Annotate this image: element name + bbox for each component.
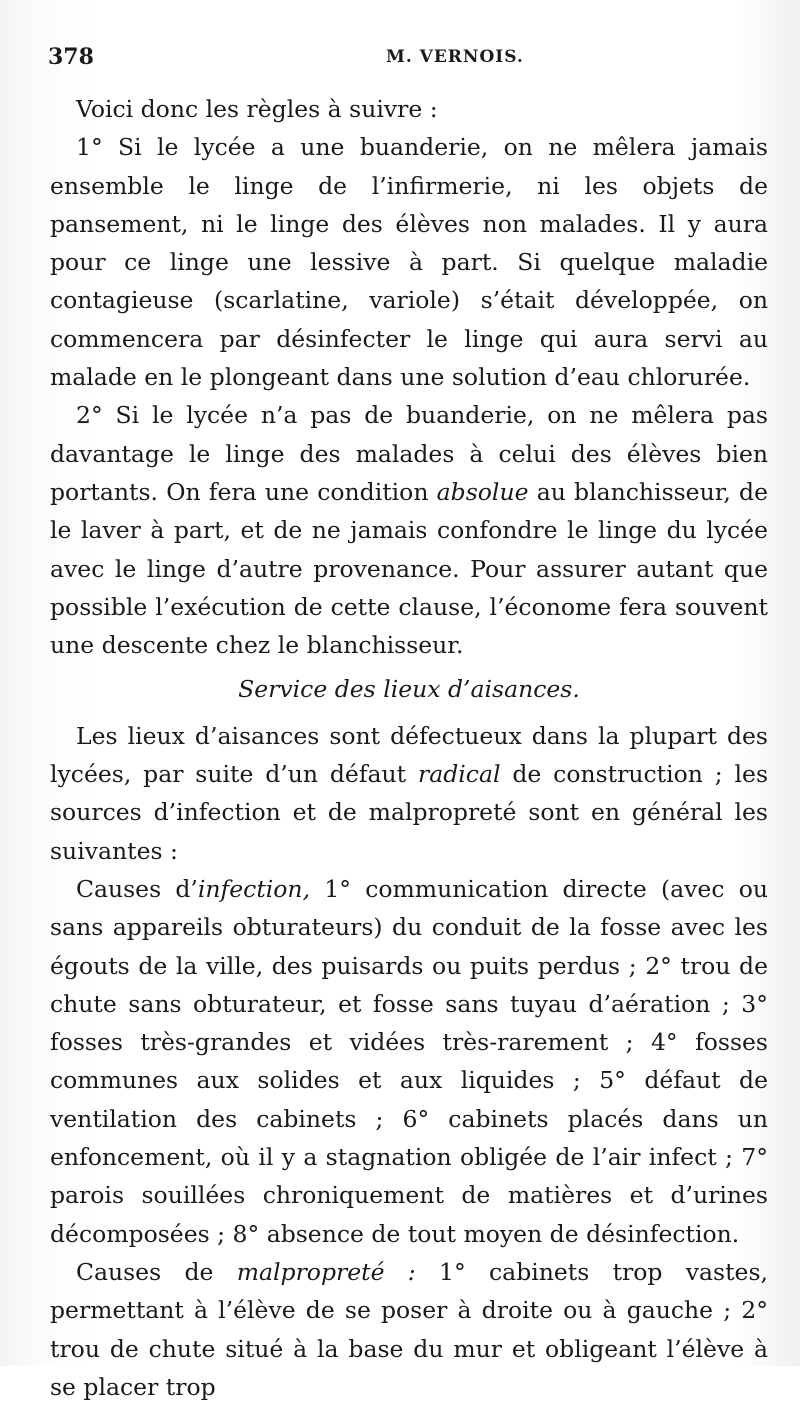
paragraph-rule-1: 1° Si le lycée a une buanderie, on ne mêlera jamais ensemble le linge de l’infirmerie, ni les objets de pansement, ni le linge des élèves non malades. Il y aura pour ce linge une lessive à part. Si quelque maladie contagieuse (scarlatine, variole) s’était développée, on commencera par désinfecter le linge qui aura servi au malade en le plongeant dans une solution d’eau chlorurée. [50, 133, 768, 392]
body-text [50, 90, 768, 1406]
paragraph-infection: Causes d’infection, 1° communication directe (avec ou sans appareils obturateurs) du conduit de la fosse avec les égouts de la ville, des puisards ou puits perdus ; 2° trou de chute sans obturateur, et fosse sans tuyau d’aération ; 3° fosses très-grandes et vidées très-rarement ; 4° fosses communes aux solides et aux liquides ; 5° défaut de ventilation des cabinets ; 6° cabinets placés dans un enfoncement, où il y a stagnation obligée de l’air infect ; 7° parois souillées chroniquement de matières et d’urines décomposées ; 8° absence de tout moyen de désinfection. [50, 874, 768, 1248]
paragraph-rule-2: 2° Si le lycée n’a pas de buanderie, on ne mêlera pas davantage le linge des malades à celui des élèves bien portants. On fera une condition absolue au blanchisseur, de le laver à part, et de ne jamais confondre le linge du lycée avec le linge d’autre provenance. Pour assurer autant que possible l’exécution de cette clause, l’économe fera souvent une descente chez le blanchisseur. [50, 401, 768, 660]
running-head: M. VERNOIS. [386, 47, 524, 67]
paragraph-malproprete: Causes de malpropreté : 1° cabinets trop vastes, permettant à l’élève de se poser à droite ou à gauche ; 2° trou de chute situé à la base du mur et obligeant l’élève à se placer trop [50, 1257, 768, 1401]
page-number: 378 [48, 44, 94, 70]
paragraph-intro: Voici donc les règles à suivre : [76, 95, 438, 123]
paragraph-lieux: Les lieux d’aisances sont défectueux dans la plupart des lycées, par suite d’un défaut radical de construction ; les sources d’infection et de malpropreté sont en général les suivantes : [50, 721, 768, 865]
section-title: Service des lieux d’aisances. [238, 675, 580, 704]
page-header [48, 44, 768, 74]
